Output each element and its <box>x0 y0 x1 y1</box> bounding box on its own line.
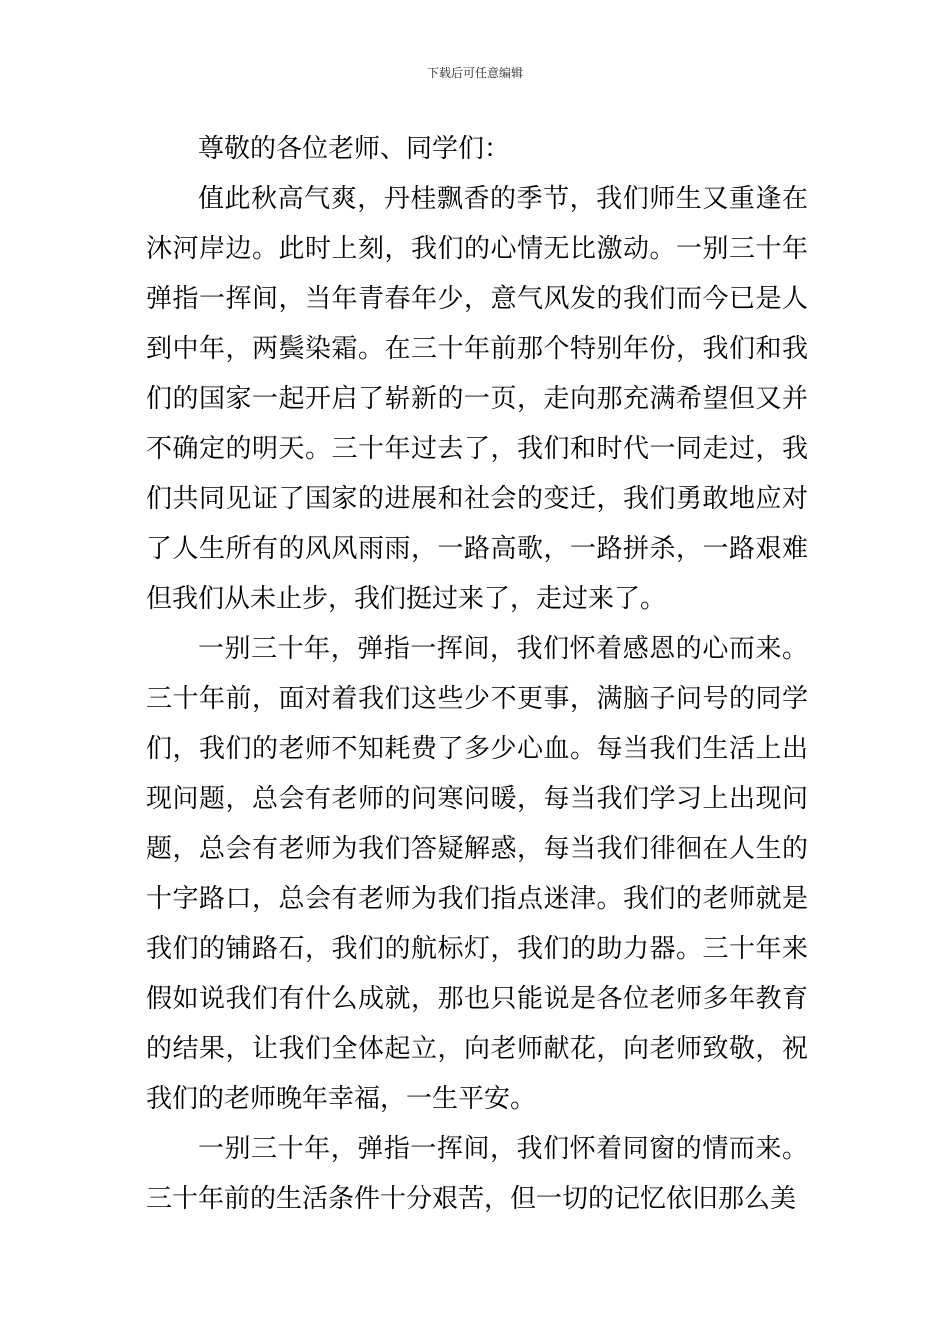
salutation-paragraph: 尊敬的各位老师、同学们： <box>198 134 511 164</box>
page-header: 下载后可任意编辑 <box>426 66 523 80</box>
body-paragraph: 一别三十年，弹指一挥间，我们怀着感恩的心而来。三十年前，面对着我们这些少不更事，满脑子问号的同学们，我们的老师不知耗费了多少心血。每当我们生活上出现问题，总会有老师的问寒问暖，每当我们学习上出现问题，总会有老师为我们答疑解惑，每当我们徘徊在人生的十字路口，总会有老师为我们指点迷津。我们的老师就是我们的铺路石，我们的航标灯，我们的助力器。三十年来假如说我们有什么成就，那也只能说是各位老师多年教育的结果，让我们全体起立，向老师献花，向老师致敬，祝我们的老师晚年幸福，一生平安。 <box>146 634 808 1114</box>
document-body <box>146 124 808 1224</box>
body-paragraph: 一别三十年，弹指一挥间，我们怀着同窗的情而来。三十年前的生活条件十分艰苦，但一切的记忆依旧那么美 <box>146 1134 808 1214</box>
body-paragraph: 值此秋高气爽，丹桂飘香的季节，我们师生又重逢在沐河岸边。此时上刻，我们的心情无比激动。一别三十年弹指一挥间，当年青春年少，意气风发的我们而今已是人到中年，两鬓染霜。在三十年前那个特别年份，我们和我们的国家一起开启了崭新的一页，走向那充满希望但又并不确定的明天。三十年过去了，我们和时代一同走过，我们共同见证了国家的进展和社会的变迁，我们勇敢地应对了人生所有的风风雨雨，一路高歌，一路拼杀，一路艰难但我们从未止步，我们挺过来了，走过来了。 <box>146 184 808 614</box>
